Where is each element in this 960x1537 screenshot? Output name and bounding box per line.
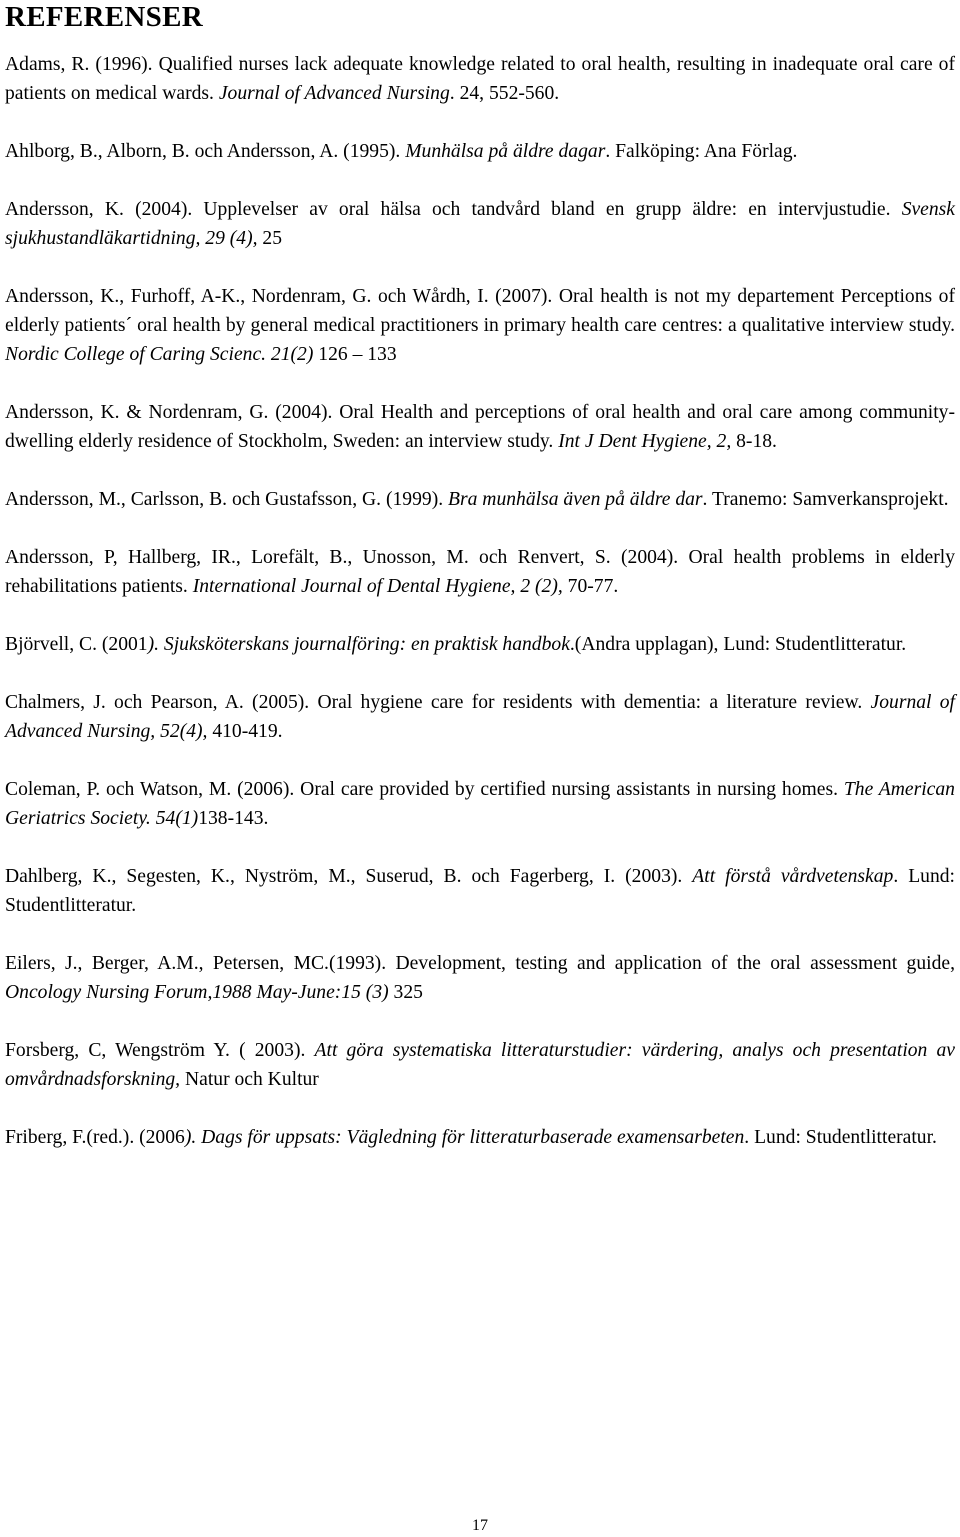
reference-entry bbox=[5, 630, 955, 659]
reference-italic-text: Att göra systematiska litteraturstudier: värdering, analys och presentation av omvårdnadsforskning, bbox=[5, 1040, 956, 1090]
reference-text: 410-419. bbox=[207, 721, 283, 742]
reference-text: 138-143. bbox=[198, 808, 269, 829]
reference-entry bbox=[5, 862, 955, 920]
reference-italic-text: Oncology Nursing Forum,1988 May-June:15 (3) bbox=[5, 982, 389, 1003]
reference-entry bbox=[5, 50, 955, 108]
reference-entry bbox=[5, 688, 955, 746]
reference-text: Natur och Kultur bbox=[180, 1069, 319, 1090]
reference-text: 70-77. bbox=[562, 576, 619, 597]
reference-text: Forsberg, C, Wengström Y. ( 2003). bbox=[5, 1040, 315, 1061]
reference-entry bbox=[5, 195, 955, 253]
section-heading: REFERENSER bbox=[5, 1, 203, 33]
reference-text: 25 bbox=[257, 228, 283, 249]
reference-text: 8-18. bbox=[731, 431, 777, 452]
reference-entry bbox=[5, 949, 955, 1007]
reference-italic-text: ). Dags för uppsats: Vägledning för litteraturbaserade examensarbeten bbox=[184, 1127, 745, 1148]
reference-text: Chalmers, J. och Pearson, A. (2005). Oral hygiene care for residents with dementia: a literature review. bbox=[5, 692, 871, 713]
reference-text: Andersson, K., Furhoff, A-K., Nordenram, G. och Wårdh, I. (2007). Oral health is not my departement Perceptions of elderly patients´ oral health by general medical practitioners in primary health care centres: a qualitative interview study. bbox=[5, 286, 955, 336]
reference-text: Andersson, P, Hallberg, IR., Lorefält, B., Unosson, M. och Renvert, S. (2004). Oral health problems in elderly rehabilitations patients. bbox=[5, 547, 955, 597]
reference-italic-text: Nordic College of Caring Scienc. 21(2) bbox=[5, 344, 314, 365]
reference-text: Eilers, J., Berger, A.M., Petersen, MC.(1993). Development, testing and application of the oral assessment guide, bbox=[5, 953, 955, 974]
reference-text: Coleman, P. och Watson, M. (2006). Oral care provided by certified nursing assistants in nursing homes. bbox=[5, 779, 844, 800]
reference-entry bbox=[5, 1036, 955, 1094]
reference-text: . Falköping: Ana Förlag. bbox=[605, 141, 798, 162]
reference-italic-text: Att förstå vårdvetenskap bbox=[692, 866, 894, 887]
reference-text: Björvell, C. (2001 bbox=[5, 634, 148, 655]
reference-text: . 24, 552-560. bbox=[449, 83, 560, 104]
reference-text: 126 – 133 bbox=[313, 344, 397, 365]
reference-italic-text: Svensk sjukhustandläkartidning, 29 (4), bbox=[5, 199, 955, 249]
reference-text: Andersson, M., Carlsson, B. och Gustafsson, G. (1999). bbox=[5, 489, 449, 510]
reference-italic-text: ). Sjuksköterskans journalföring: en praktisk handbok bbox=[147, 634, 570, 655]
reference-entry bbox=[5, 137, 955, 166]
page-number: 17 bbox=[472, 1517, 488, 1534]
reference-entry bbox=[5, 1123, 955, 1152]
reference-text: . Tranemo: Samverkansprojekt. bbox=[702, 489, 949, 510]
document-page bbox=[5, 0, 955, 1152]
reference-entry bbox=[5, 543, 955, 601]
reference-text: Adams, R. (1996). Qualified nurses lack adequate knowledge related to oral health, resulting in inadequate oral care of patients on medical wards. bbox=[5, 54, 955, 104]
reference-entry bbox=[5, 398, 955, 456]
reference-text: .(Andra upplagan), Lund: Studentlitteratur. bbox=[569, 634, 907, 655]
reference-text: Friberg, F.(red.). (2006 bbox=[5, 1127, 185, 1148]
reference-text: . Lund: Studentlitteratur. bbox=[5, 866, 956, 916]
reference-entry bbox=[5, 775, 955, 833]
reference-italic-text: Bra munhälsa även på äldre dar bbox=[448, 489, 703, 510]
reference-italic-text: Munhälsa på äldre dagar bbox=[405, 141, 606, 162]
reference-italic-text: The American Geriatrics Society. 54(1) bbox=[5, 779, 955, 829]
reference-text: Dahlberg, K., Segesten, K., Nyström, M., Suserud, B. och Fagerberg, I. (2003). bbox=[5, 866, 693, 887]
reference-text: Andersson, K. & Nordenram, G. (2004). Oral Health and perceptions of oral health and oral care among community-dwelling elderly residence of Stockholm, Sweden: an interview study. bbox=[5, 402, 955, 452]
reference-text: 325 bbox=[388, 982, 423, 1003]
reference-text: . Lund: Studentlitteratur. bbox=[744, 1127, 937, 1148]
reference-text: Andersson, K. (2004). Upplevelser av oral hälsa och tandvård bland en grupp äldre: en intervjustudie. bbox=[5, 199, 902, 220]
reference-italic-text: Journal of Advanced Nursing bbox=[218, 83, 450, 104]
reference-list bbox=[5, 50, 955, 1152]
reference-italic-text: International Journal of Dental Hygiene, 2 (2), bbox=[192, 576, 563, 597]
reference-text: Ahlborg, B., Alborn, B. och Andersson, A. (1995). bbox=[5, 141, 406, 162]
reference-entry bbox=[5, 485, 955, 514]
reference-italic-text: Int J Dent Hygiene, 2, bbox=[558, 431, 732, 452]
reference-entry bbox=[5, 282, 955, 369]
reference-italic-text: Journal of Advanced Nursing, 52(4), bbox=[5, 692, 955, 742]
